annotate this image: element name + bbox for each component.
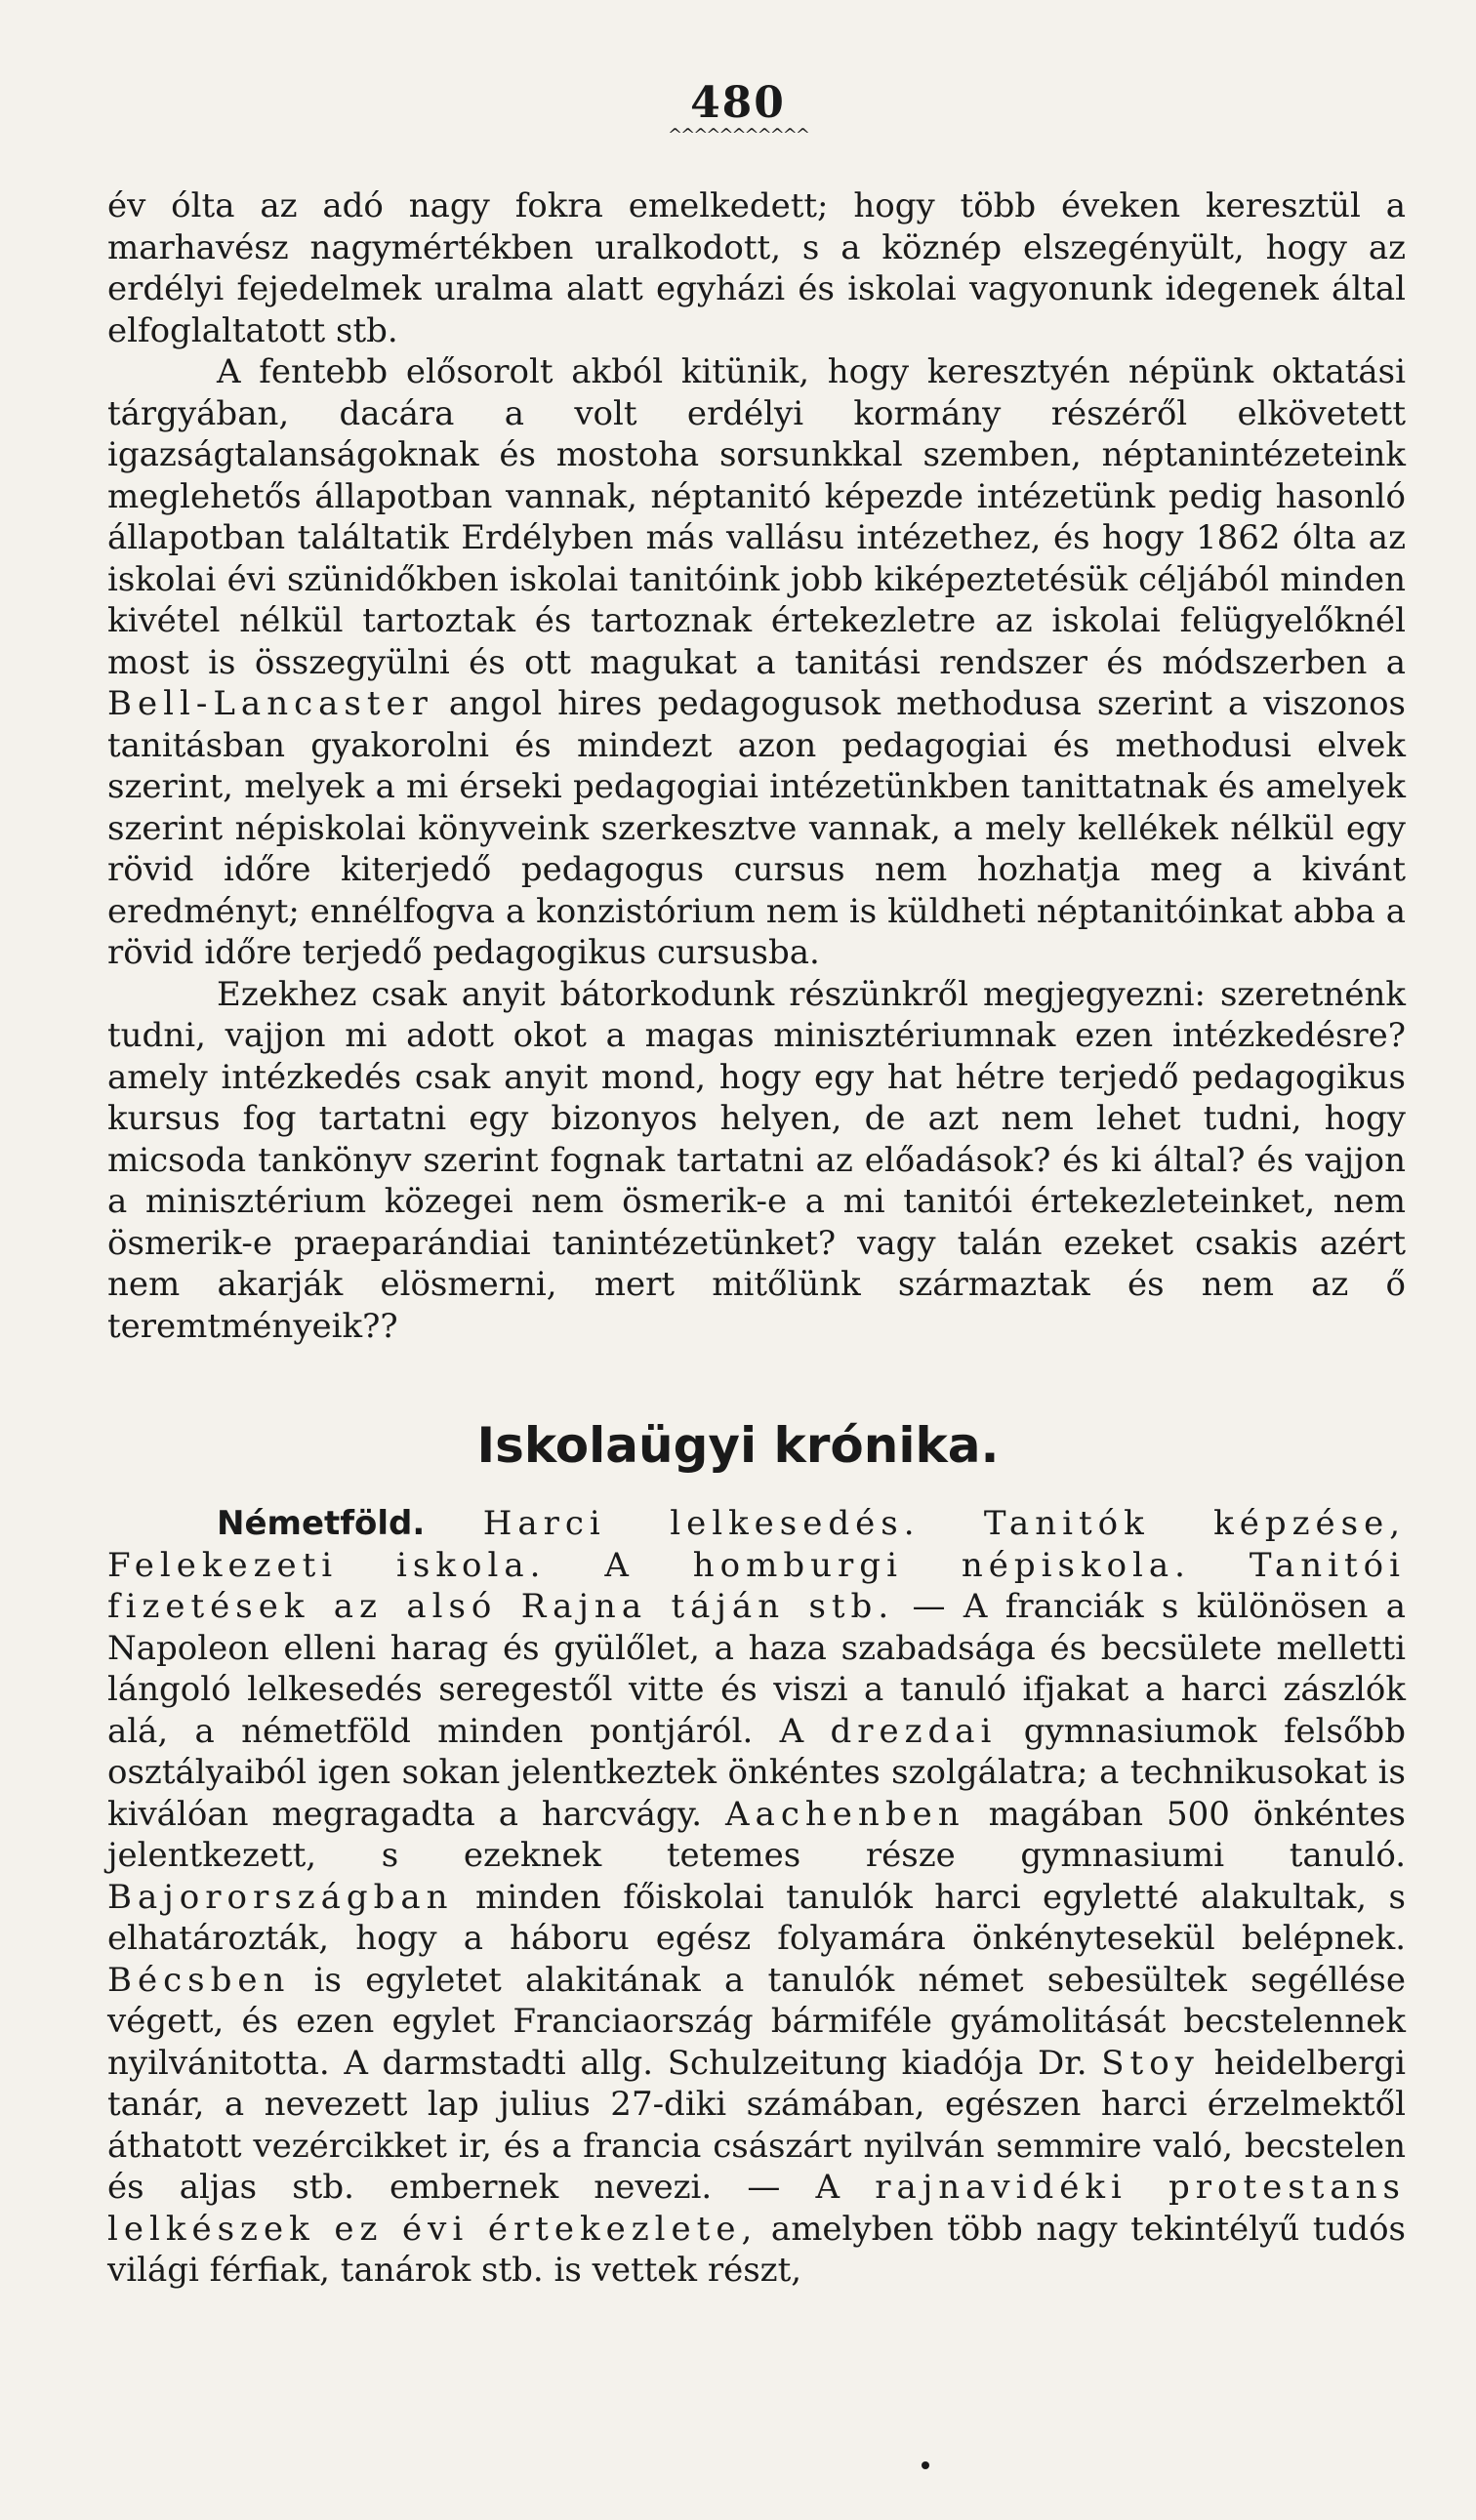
chronicle-spaced-6: rajnavidéki protestans lelkészek ez évi értekezlete, [107,2168,1407,2249]
paragraph-2 [107,351,1406,974]
section-title: Iskolaügyi krónika. [476,1417,1000,1474]
chronicle-text-1: — A franciák s különösen a Napoleon elleni harag és gyülőlet, a haza szabadsága és becsülete melletti lángoló lelkesedés seregestől vitte és viszi a tanuló ifjakat a harci zászlók alá, a németföld minden pontjáról. A [107,1587,1406,1751]
chronicle-text-2: gymnasiumok felsőbb osztályaiból igen sokan jelentkeztek önkéntes szolgálatra; a technikusokat is kiválóan megragadta a harcvágy. [107,1711,1406,1834]
paragraph-1: év ólta az adó nagy fokra emelkedett; hogy több éveken keresztül a marhavész nagymértékben uralkodott, s a köznép elszegényült, hogy az erdélyi fejedelmek uralma alatt egyházi és iskolai vagyonunk idegenek által elfoglaltatott stb. [107,186,1406,350]
chronicle-text-6: heidelbergi tanár, a nevezett lap julius 27-diki számában, egészen harci érzelmektől áthatott vezércikket ir, és a francia császárt nyilván semmire való, becstelen és aljas stb. embernek nevezi. — A [107,2043,1407,2207]
paragraph-2-text-b: angol hires pedagogusok methodusa szerint a viszonos tanitásban gyakorolni és mindezt azon pedagogiai és methodusi elvek szerint, melyek a mi érseki pedagogiai intézetünkben tanittatnak és amelyek szerint népiskolai könyveink szerkesztve vannak, a mely kellékek nélkül egy rövid időre kiterjedő pedagogus cursus nem hozhatja meg a kivánt eredményt; ennélfogva a konzistórium nem is küldheti néptanitóinkat abba a rövid időre terjedő pedagogikus cursusba. [107,684,1406,972]
chronicle-spaced-5: Stoy [1101,2043,1200,2083]
chronicle-country: Németföld. [217,1504,426,1543]
page-number: 480 [690,78,786,128]
chronicle-spaced-3: Bajorországban [107,1877,454,1917]
paragraph-2-name: Bell-Lancaster [107,684,433,723]
chronicle-text-7: amelyben több nagy tekintélyű tudós világi férfiak, tanárok stb. is vettek részt, [107,2209,1406,2290]
chronicle-text-4: minden főiskolai tanulók harci egyletté alakultak, s elhatározták, hogy a háboru egész folyamára önkénytesekül belépnek. [107,1877,1406,1958]
paragraph-2-text-a: A fentebb elősorolt akból kitünik, hogy keresztyén népünk oktatási tárgyában, dacára a volt erdélyi kormány részéről elkövetett igazságtalanságoknak és mostoha sorsunkkal szemben, néptanintézeteink meglehetős állapotban vannak, néptanitó képezde intézetünk pedig hasonló állapotban találtatik Erdélyben más vallásu intézethez, és hogy 1862 ólta az iskolai évi szünidőkben iskolai tanitóink jobb kiképeztetésük céljából minden kivétel nélkül tartoztak és tartoznak értekezletre az iskolai felügyelőknél most is összegyülni és ott magukat a tanitási rendszer és módszerben a [107,352,1406,682]
chronicle-topics: Harci lelkesedés. Tanitók képzése, Felekezeti iskola. A homburgi népiskola. Tanitói fizetések az alsó Rajna táján stb. [107,1504,1406,1626]
stray-dot [922,2461,929,2469]
chronicle-text-3: magában 500 önkéntes jelentkezett, s ezeknek tetemes része gymnasiumi tanuló. [107,1794,1407,1875]
chronicle-paragraph [107,1503,1406,2292]
main-text [107,185,1406,1347]
chronicle-spaced-1: drezdai [830,1711,998,1751]
chronicle-text [107,1503,1406,2292]
paragraph-3: Ezekhez csak anyit bátorkodunk részünkről megjegyezni: szeretnénk tudni, vajjon mi adott okot a magas minisztériumnak ezen intézkedésre? amely intézkedés csak anyit mond, hogy egy hat hétre terjedő pedagogikus kursus fog tartatni egy bizonyos helyen, de azt nem lehet tudni, hogy micsoda tankönyv szerint fognak tartatni az előadások? és ki által? és vajjon a minisztérium közegei nem ösmerik-e a mi tanitói értekezleteinket, nem ösmerik-e praeparándiai tanintézetünket? vagy talán ezeket csakis azért nem akarják elösmerni, mert mitőlünk származtak és nem az ő teremtményeik?? [107,974,1406,1346]
chronicle-text-5: is egyletet alakitának a tanulók német sebesültek segéllése végett, és ezen egylet Franciaország bármiféle gyámolitását becstelennek nyilvánitotta. A darmstadti allg. Schulzeitung kiadója Dr. [107,1960,1406,2083]
page-number-ornament: ^^^^^^^^^^^ [668,125,808,145]
chronicle-spaced-4: Bécsben [107,1960,291,2000]
chronicle-spaced-2: Aachenben [725,1794,965,1834]
